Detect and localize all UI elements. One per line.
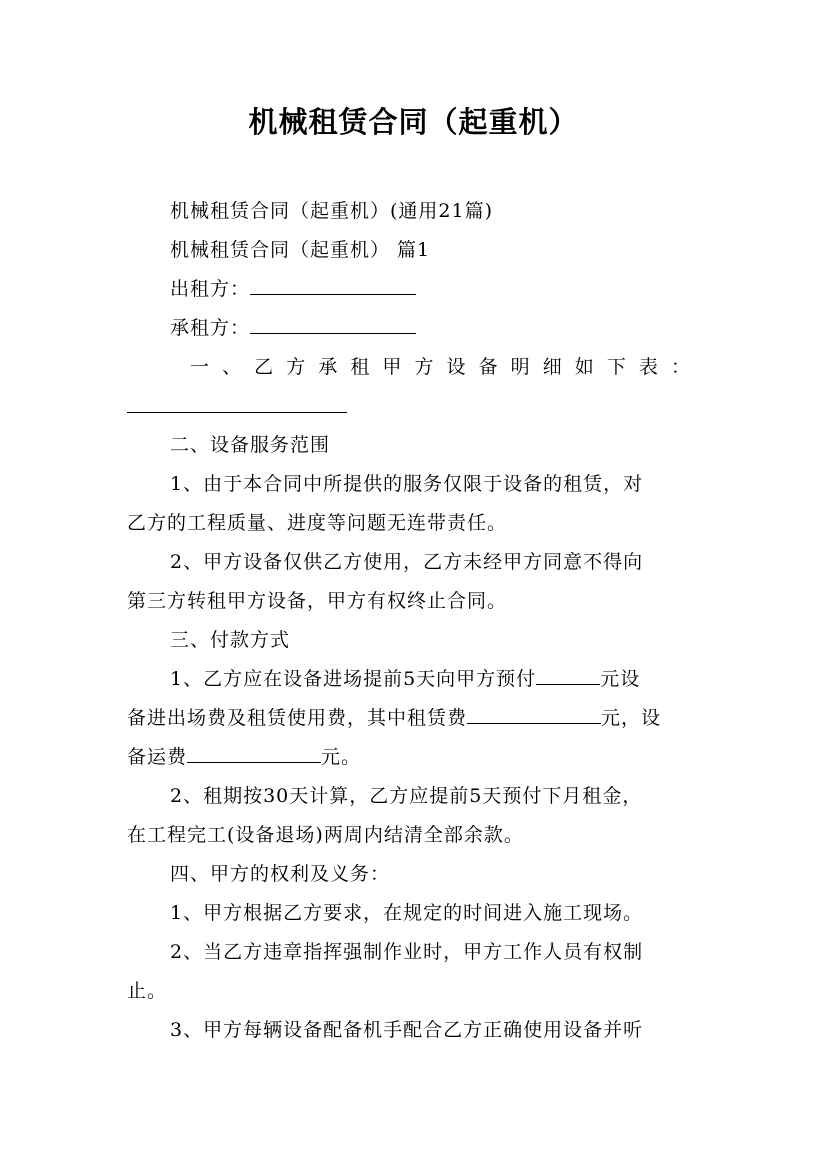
- lessee-label: 承租方：: [170, 317, 251, 339]
- s1-char: 设: [446, 356, 466, 378]
- s1-char: 甲: [382, 356, 402, 378]
- section-3-heading: 三、付款方式: [170, 629, 291, 651]
- contract-subheading: 机械租赁合同（起重机） 篇1: [170, 239, 431, 261]
- text-run: 备运费: [127, 746, 188, 768]
- lessee-line: [170, 314, 416, 342]
- section-3-para-2-cont: 在工程完工(设备退场)两周内结清全部余款。: [127, 824, 524, 846]
- s1-char: 一: [190, 356, 210, 378]
- section-3-para-1-cont: [127, 704, 661, 732]
- rent-fee-blank: [467, 705, 601, 724]
- prepay-blank: [536, 666, 600, 685]
- lessor-line: [170, 275, 416, 303]
- s1-char: 如: [574, 356, 594, 378]
- s1-char: 方: [286, 356, 306, 378]
- s1-char: 下: [606, 356, 626, 378]
- s1-char: 承: [318, 356, 338, 378]
- s1-char: 表: [638, 356, 658, 378]
- lessor-label: 出租方：: [170, 278, 251, 300]
- section-2-para-1: 1、由于本合同中所提供的服务仅限于设备的租赁，对: [170, 473, 644, 495]
- equipment-table-blank: [127, 412, 347, 413]
- text-run: 元设: [600, 668, 641, 690]
- text-run: 1、乙方应在设备进场提前5天向甲方预付: [170, 668, 537, 690]
- text-run: 元，设: [601, 707, 662, 729]
- section-3-para-1-cont2: [127, 743, 361, 771]
- s1-char: 租: [350, 356, 370, 378]
- document-title: 机械租赁合同（起重机）: [248, 105, 579, 139]
- s1-char: 细: [542, 356, 562, 378]
- section-4-para-2: 2、当乙方违章指挥强制作业时，甲方工作人员有权制: [170, 941, 644, 963]
- text-run: 备进出场费及租赁使用费，其中租赁费: [127, 707, 468, 729]
- section-3-para-1: [170, 665, 640, 693]
- transport-fee-blank: [187, 744, 321, 763]
- section-4-heading: 四、甲方的权利及义务：: [170, 863, 391, 885]
- section-3-para-2: 2、租期按30天计算，乙方应提前5天预付下月租金，: [170, 785, 643, 807]
- contract-heading: 机械租赁合同（起重机）(通用21篇): [170, 200, 494, 222]
- lessee-blank: [250, 315, 416, 334]
- lessor-blank: [250, 276, 416, 295]
- section-1-heading: [190, 353, 690, 381]
- section-2-para-1-cont: 乙方的工程质量、进度等问题无连带责任。: [127, 512, 508, 534]
- section-4-para-2-cont: 止。: [127, 980, 168, 1002]
- section-2-heading: 二、设备服务范围: [170, 434, 331, 456]
- s1-char: ：: [670, 356, 690, 378]
- s1-char: 方: [414, 356, 434, 378]
- s1-char: 明: [510, 356, 530, 378]
- section-2-para-2: 2、甲方设备仅供乙方使用，乙方未经甲方同意不得向: [170, 551, 644, 573]
- section-4-para-3: 3、甲方每辆设备配备机手配合乙方正确使用设备并听: [170, 1019, 644, 1041]
- s1-char: 备: [478, 356, 498, 378]
- section-4-para-1: 1、甲方根据乙方要求，在规定的时间进入施工现场。: [170, 902, 644, 924]
- s1-char: 、: [222, 356, 242, 378]
- section-2-para-2-cont: 第三方转租甲方设备，甲方有权终止合同。: [127, 590, 508, 612]
- text-run: 元。: [321, 746, 362, 768]
- s1-char: 乙: [254, 356, 274, 378]
